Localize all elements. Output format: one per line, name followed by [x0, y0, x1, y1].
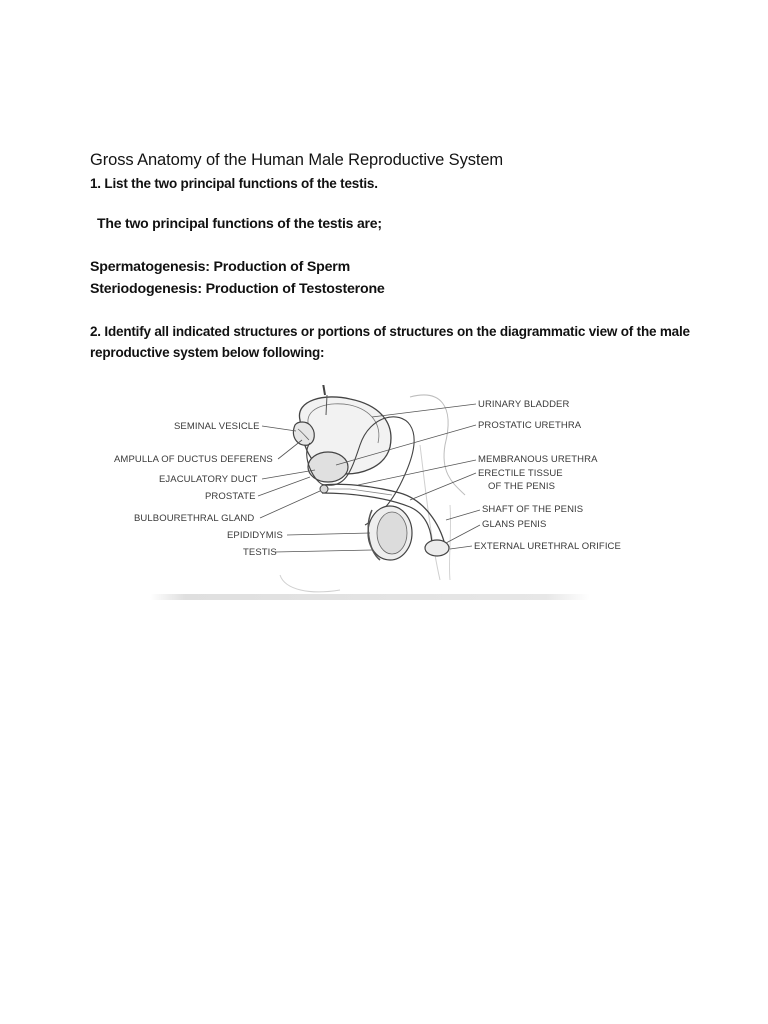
label-epididymis: EPIDIDYMIS	[227, 530, 283, 541]
anatomy-diagram	[110, 385, 630, 610]
label-urinary-bladder: URINARY BLADDER	[478, 399, 570, 410]
function-spermatogenesis: Spermatogenesis: Production of Sperm	[90, 259, 351, 275]
function-steroidogenesis: Steriodogenesis: Production of Testosterone	[90, 281, 385, 297]
label-membranous-urethra: MEMBRANOUS URETHRA	[478, 454, 598, 465]
label-testis: TESTIS	[243, 547, 277, 558]
prostate-shape	[308, 452, 348, 482]
page-title: Gross Anatomy of the Human Male Reproductive System	[90, 151, 504, 169]
label-erectile-tissue: ERECTILE TISSUE	[478, 468, 563, 479]
label-glans-penis: GLANS PENIS	[482, 519, 547, 530]
question-2: 2. Identify all indicated structures or portions of structures on the diagrammatic view of the male reproductive system below following:	[90, 324, 690, 360]
label-ejaculatory-duct: EJACULATORY DUCT	[159, 474, 258, 485]
faded-caption	[150, 594, 590, 600]
label-shaft-of-the-penis: SHAFT OF THE PENIS	[482, 504, 584, 515]
answer-intro: The two principal functions of the testis are;	[97, 215, 382, 231]
label-seminal-vesicle: SEMINAL VESICLE	[174, 421, 260, 432]
testis-shape	[368, 506, 412, 560]
anatomy-drawing	[110, 385, 630, 610]
label-prostatic-urethra: PROSTATIC URETHRA	[478, 420, 582, 431]
label-external-urethral-orifice: EXTERNAL URETHRAL ORIFICE	[474, 541, 621, 552]
label-prostate: PROSTATE	[205, 491, 256, 502]
label-ampulla-of-ductus-deferens: AMPULLA OF DUCTUS DEFERENS	[114, 454, 273, 465]
label-bulbourethral-gland: BULBOURETHRAL GLAND	[134, 513, 255, 524]
question-1: 1. List the two principal functions of the testis.	[90, 176, 378, 191]
seminal-vesicle-shape	[293, 422, 314, 445]
label-of-the-penis: OF THE PENIS	[488, 481, 556, 492]
